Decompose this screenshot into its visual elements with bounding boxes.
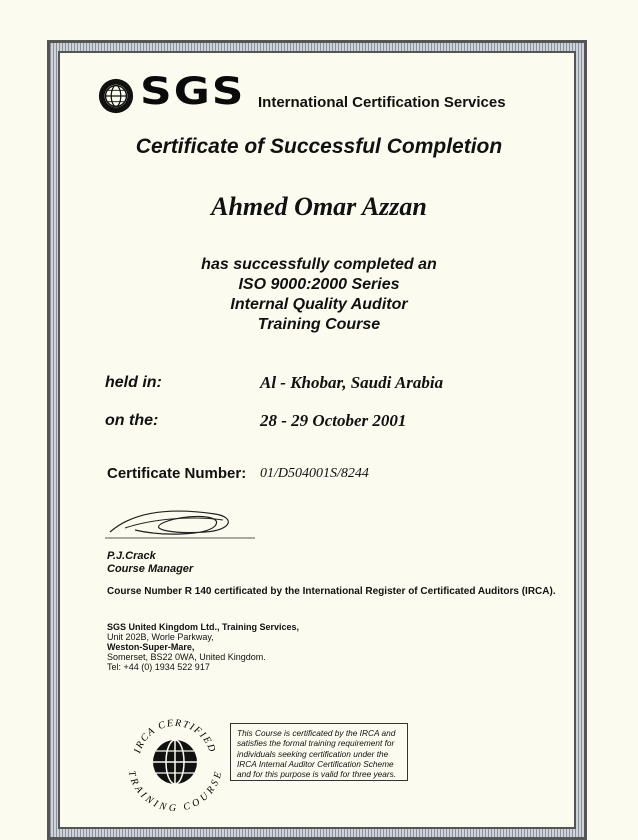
irca-note-line: individuals seeking certification under the — [237, 748, 389, 759]
recipient-name: Ahmed Omar Azzan — [211, 192, 427, 221]
irca-note-line: and for this purpose is valid for three years. — [237, 769, 397, 780]
course-line: Training Course — [257, 316, 381, 333]
held-in-value: Al - Khobar, Saudi Arabia — [260, 373, 444, 392]
address-line: Unit 202B, Worle Parkway, — [107, 632, 214, 642]
irca-note-line: IRCA Internal Auditor Certification Scheme — [237, 758, 394, 769]
seal-bottom-text: TRAINING COURSE — [125, 769, 225, 812]
irca-note-line: This Course is certificated by the IRCA and — [237, 728, 396, 738]
signature-image — [105, 500, 265, 545]
certificate-number-label: Certificate Number: — [107, 465, 247, 482]
course-line: Internal Quality Auditor — [230, 296, 408, 313]
certificate-title: Certificate of Successful Completion — [135, 135, 503, 158]
course-line: has successfully completed an — [201, 256, 437, 273]
address-line: Weston-Super-Mare, — [107, 642, 195, 652]
held-in-label: held in: — [105, 374, 162, 391]
certificate-number-value: 01/D504001S/8244 — [260, 466, 369, 481]
date-label: on the: — [105, 412, 159, 429]
irca-note-line: satisfies the formal training requirement for — [237, 738, 395, 749]
seal-top-text: IRCA CERTIFIED — [132, 717, 218, 755]
address-line: SGS United Kingdom Ltd., Training Services, — [107, 622, 300, 632]
address-line: Tel: +44 (0) 1934 522 917 — [107, 662, 210, 672]
signatory-role: Course Manager — [107, 563, 194, 575]
logo-subtitle: International Certification Services — [258, 94, 506, 111]
sgs-wordmark: SGS — [140, 70, 246, 114]
irca-note — [230, 723, 408, 781]
course-line: ISO 9000:2000 Series — [238, 276, 400, 293]
date-value: 28 - 29 October 2001 — [260, 411, 407, 430]
course-number-statement: Course Number R 140 certificated by the International Register of Certificated Auditors (IRCA). — [107, 586, 556, 597]
sgs-globe-icon — [97, 77, 135, 115]
irca-seal — [125, 712, 225, 812]
address-line: Somerset, BS22 0WA, United Kingdom. — [107, 652, 266, 662]
signatory-name: P.J.Crack — [107, 550, 156, 562]
